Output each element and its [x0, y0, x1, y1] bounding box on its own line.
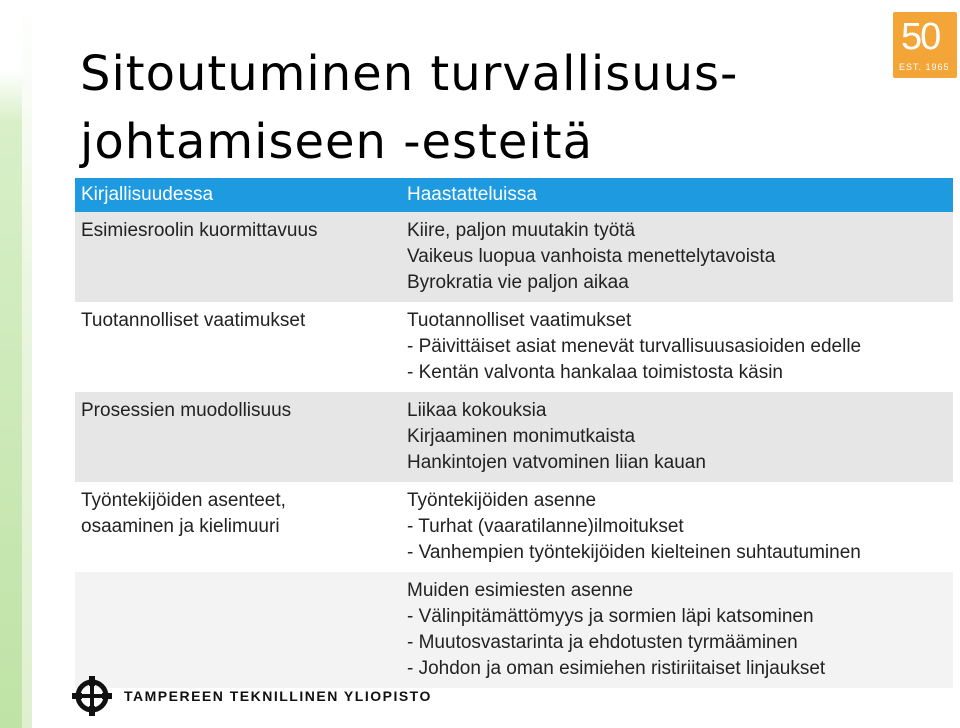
right-text: Liikaa kokouksia	[407, 400, 547, 421]
right-text: - Välinpitämättömyys ja sormien läpi katsominen	[407, 606, 814, 627]
left-cell	[75, 302, 401, 392]
left-cell	[75, 482, 401, 572]
left-text: Työntekijöiden asenteet,	[81, 490, 286, 511]
table-row	[75, 572, 953, 688]
right-text: - Turhat (vaaratilanne)ilmoitukset	[407, 516, 684, 537]
left-cell	[75, 572, 401, 688]
left-text: Esimiesroolin kuormittavuus	[81, 220, 318, 241]
right-text: Tuotannolliset vaatimukset	[407, 310, 632, 331]
anniversary-logo	[893, 12, 957, 78]
university-emblem-icon	[72, 676, 112, 716]
header-interviews: Haastatteluissa	[401, 178, 953, 212]
right-text: - Päivittäiset asiat menevät turvallisuusasioiden edelle	[407, 336, 862, 357]
table-header-row	[75, 178, 953, 212]
right-text: Hankintojen vatvominen liian kauan	[407, 452, 706, 473]
logo-number: 50	[901, 16, 940, 58]
right-text: - Kentän valvonta hankalaa toimistosta käsin	[407, 362, 783, 383]
left-cell	[75, 212, 401, 302]
comparison-table	[75, 178, 953, 688]
title-line-1: Sitoutuminen turvallisuus-	[80, 46, 739, 102]
title-line-2: johtamiseen -esteitä	[80, 114, 593, 170]
table-row	[75, 212, 953, 302]
right-cell	[401, 392, 953, 482]
left-text: osaaminen ja kielimuuri	[81, 516, 280, 537]
left-text: Tuotannolliset vaatimukset	[81, 310, 306, 331]
right-text: Kiire, paljon muutakin työtä	[407, 220, 636, 241]
header-literature: Kirjallisuudessa	[75, 178, 401, 212]
right-cell	[401, 302, 953, 392]
table-row	[75, 392, 953, 482]
right-text: - Johdon ja oman esimiehen ristiriitaiset linjaukset	[407, 658, 826, 679]
right-text: Byrokratia vie paljon aikaa	[407, 272, 629, 293]
left-cell	[75, 392, 401, 482]
footer	[72, 676, 472, 716]
right-cell	[401, 482, 953, 572]
table-row	[75, 482, 953, 572]
university-name: TAMPEREEN TEKNILLINEN YLIOPISTO	[124, 688, 432, 704]
right-text: Muiden esimiesten asenne	[407, 580, 634, 601]
right-text: Kirjaaminen monimutkaista	[407, 426, 636, 447]
left-decorative-stripe	[0, 70, 22, 728]
right-text: - Muutosvastarinta ja ehdotusten tyrmääminen	[407, 632, 798, 653]
right-text: Työntekijöiden asenne	[407, 490, 597, 511]
slide-title	[80, 40, 880, 176]
right-text: - Vanhempien työntekijöiden kielteinen suhtautuminen	[407, 542, 861, 563]
table-row	[75, 302, 953, 392]
right-cell	[401, 212, 953, 302]
right-text: Vaikeus luopua vanhoista menettelytavoista	[407, 246, 776, 267]
right-cell	[401, 572, 953, 688]
logo-est: EST. 1965	[899, 62, 950, 72]
left-decorative-stripe-inner	[22, 0, 32, 728]
left-text: Prosessien muodollisuus	[81, 400, 292, 421]
